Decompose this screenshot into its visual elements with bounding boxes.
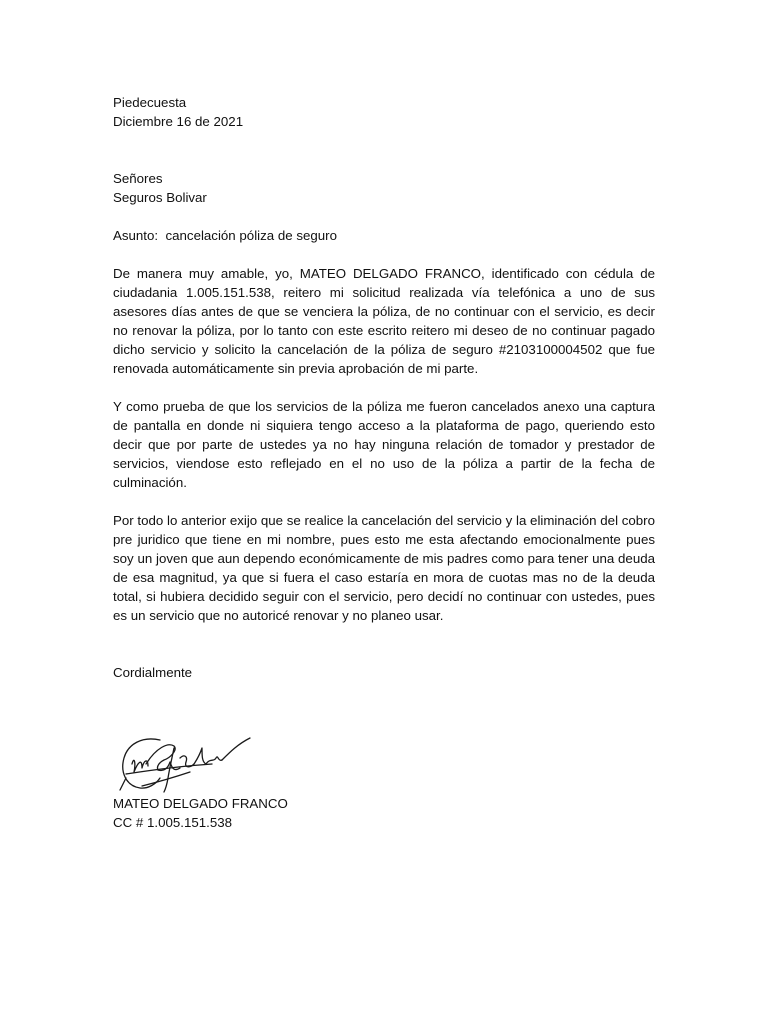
closing-text: Cordialmente	[113, 665, 193, 680]
recipient-block	[113, 169, 655, 207]
salutation-text: Señores	[113, 171, 163, 186]
paragraph-evidence: Y como prueba de que los servicios de la póliza me fueron cancelados anexo una captura de pantalla en donde ni siquiera tengo acceso a la plataforma de pago, queriendo esto decir que por parte de ustedes ya no hay ninguna relación de tomador y prestador de servicios, viendose esto reflejado en el no uso de la póliza a partir de la fecha de culminación.	[113, 399, 655, 490]
letter-body	[113, 93, 655, 682]
paragraph-demand: Por todo lo anterior exijo que se realice la cancelación del servicio y la eliminación del cobro pre juridico que tiene en mi nombre, pues esto me esta afectando emocionalmente pues soy un joven que aun dependo económicamente de mis padres como para tener una deuda de esa magnitud, ya que si fuera el caso estaría en mora de cuotas mas no de la deuda total, si hubiera decidido seguir con el servicio, pero decidí no continuar con ustedes, pues es un servicio que no autoricé renovar y no planeo usar.	[113, 513, 655, 623]
signature-block	[113, 794, 413, 832]
date-block	[113, 93, 655, 131]
date-text: Diciembre 16 de 2021	[113, 114, 244, 129]
city-text: Piedecuesta	[113, 95, 187, 110]
paragraph-request: De manera muy amable, yo, MATEO DELGADO FRANCO, identificado con cédula de ciudadania 1.005.151.538, reitero mi solicitud realizada vía telefónica a uno de sus asesores días antes de que se venciera la póliza, de no continuar con el servicio, es decir no renovar la póliza, por lo tanto con este escrito reitero mi deseo de no continuar pagado dicho servicio y solicito la cancelación de la póliza de seguro #2103100004502 que fue renovada automáticamente sin previa aprobación de mi parte.	[113, 266, 655, 376]
signer-id: CC # 1.005.151.538	[113, 815, 233, 830]
recipient-text: Seguros Bolivar	[113, 190, 207, 205]
subject-line: Asunto: cancelación póliza de seguro	[113, 228, 337, 243]
handwritten-signature	[112, 728, 262, 798]
signer-name: MATEO DELGADO FRANCO	[113, 796, 288, 811]
